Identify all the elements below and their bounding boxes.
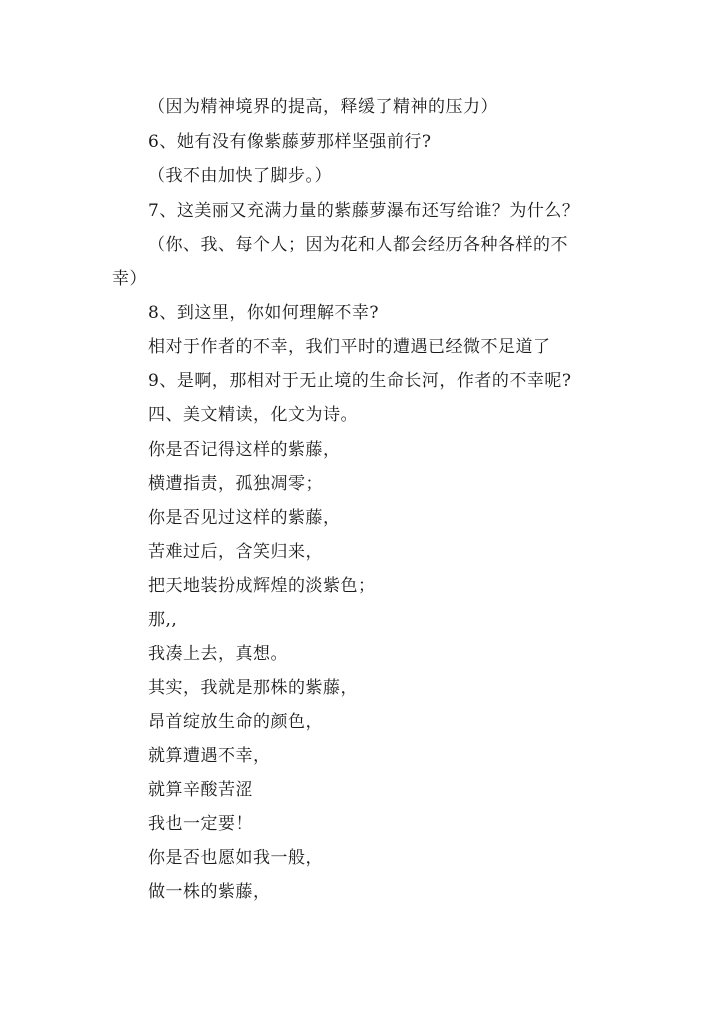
poem-line: 做一株的紫藤， <box>148 882 271 902</box>
poem-line: 我也一定要！ <box>148 814 253 834</box>
answer-7-continued: 幸） <box>112 269 147 289</box>
question-9: 9、是啊，那相对于无止境的生命长河，作者的不幸呢? <box>148 371 572 391</box>
text-line: （因为精神境界的提高，释缓了精神的压力） <box>148 97 498 117</box>
poem-line: 你是否记得这样的紫藤， <box>148 440 341 460</box>
poem-line: 把天地装扮成辉煌的淡紫色； <box>148 576 376 596</box>
poem-line: 昂首绽放生命的颜色， <box>148 712 323 732</box>
poem-line: 苦难过后，含笑归来， <box>148 542 323 562</box>
poem-line: 那,, <box>148 610 178 630</box>
poem-line: 横遭指责，孤独凋零； <box>148 474 323 494</box>
question-7: 7、这美丽又充满力量的紫藤萝瀑布还写给谁？为什么？ <box>148 201 580 221</box>
poem-line: 就算遭遇不幸， <box>148 746 271 766</box>
poem-line: 你是否也愿如我一般， <box>148 848 323 868</box>
answer-8: 相对于作者的不幸，我们平时的遭遇已经微不足道了 <box>148 337 551 357</box>
poem-line: 就算辛酸苦涩 <box>148 780 253 800</box>
poem-line: 我凑上去，真想。 <box>148 644 288 664</box>
question-6: 6、她有没有像紫藤萝那样坚强前行? <box>148 132 432 152</box>
answer-6: （我不由加快了脚步。） <box>148 166 332 186</box>
question-8: 8、到这里，你如何理解不幸? <box>148 303 379 323</box>
poem-line: 其实，我就是那株的紫藤， <box>148 678 358 698</box>
answer-7: （你、我、每个人；因为花和人都会经历各种各样的不 <box>148 235 568 255</box>
section-heading: 四、美文精读，化文为诗。 <box>148 405 358 425</box>
poem-line: 你是否见过这样的紫藤， <box>148 508 341 528</box>
